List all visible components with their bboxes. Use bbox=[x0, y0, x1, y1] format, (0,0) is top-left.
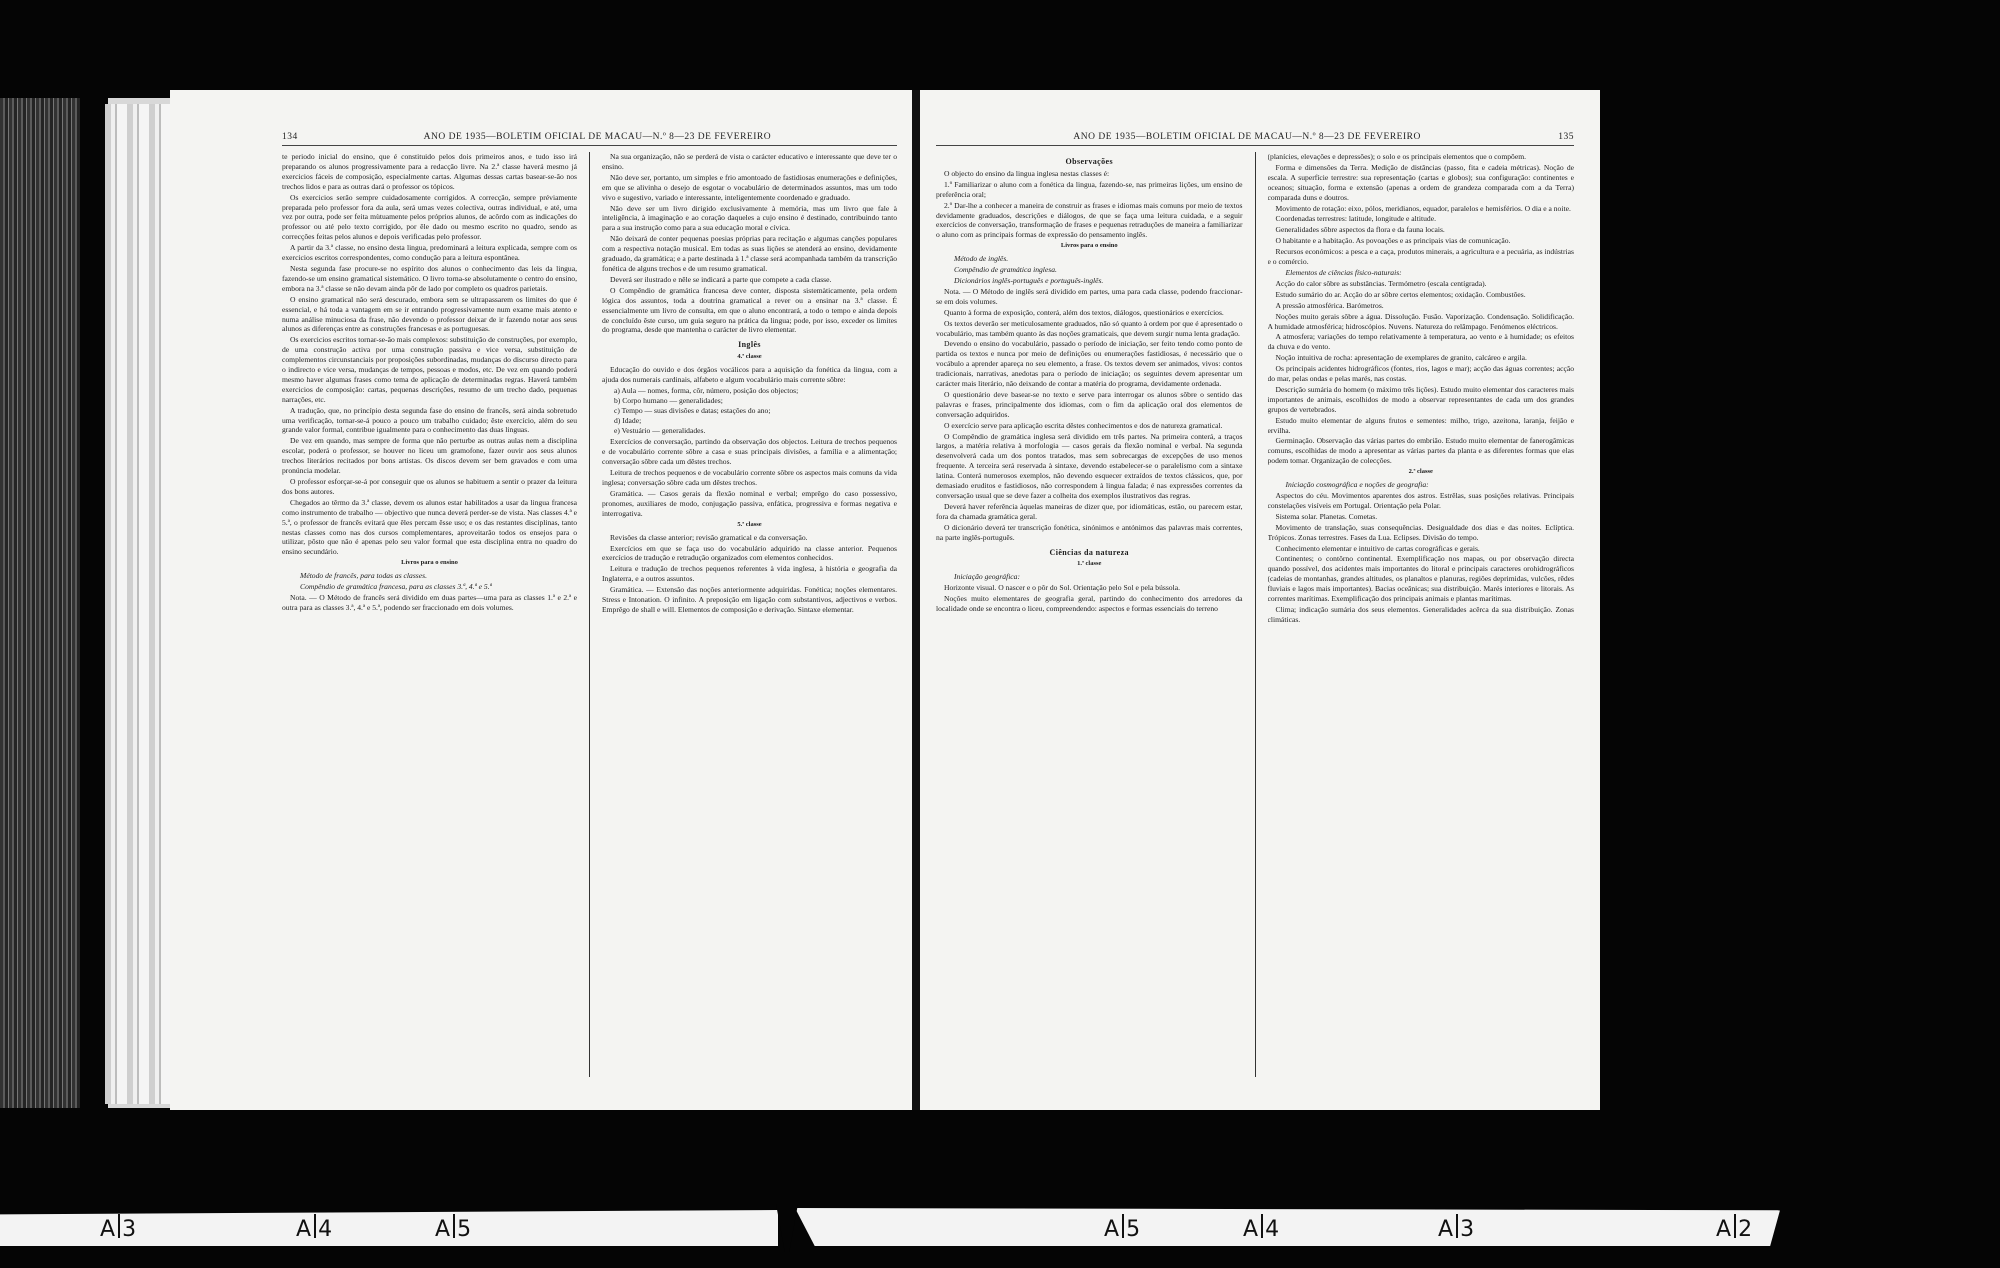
paragraph: O objecto do ensino da lingua inglesa nestas classes é: bbox=[944, 168, 1110, 178]
subsection-heading: Iniciação geográfica: bbox=[954, 572, 1021, 582]
list-item: a) Aula — nomes, forma, côr, número, posição dos objectos; bbox=[614, 385, 799, 395]
right-columns bbox=[936, 152, 1574, 1077]
paragraph: 1.º Familiarizar o aluno com a fonética da lingua, fazendo-se, nas primeiras lições, um ensino de preferência oral; bbox=[936, 179, 1243, 199]
paragraph: Deverá ser ilustrado e nêle se indicará a parte que compete a cada classe. bbox=[610, 274, 832, 284]
topic-list bbox=[602, 386, 897, 436]
paragraph: Educação do ouvido e dos órgãos vocálicos para a aquisição da fonética da lingua, com a ajuda dos numerais cardinais, alfabeto e algum vocabulário mais corrente sôbre: bbox=[602, 365, 897, 385]
paragraph: O Compêndio de gramática francesa deve conter, disposta sistemàticamente, pela ordem lógica dos assuntos, toda a doutrina gramatical a rever ou a ensinar na 3.ª classe. É essencialmente um livro de consulta, em que o aluno encontrará, a todo o tempo e ainda depois de concluído êste curso, um guia seguro na prática da lingua; pode, por isso, exceder os limites do programa, desde que mantenha o carácter de livro elementar. bbox=[602, 285, 897, 335]
right-page bbox=[920, 90, 1600, 1110]
paragraph: te periodo inicial do ensino, que é constituido pelos dois primeiros anos, e tudo isso irá preparando os alunos progressivamente para a redacção livre. Na 2.ª classe haverá mesmo já exercicios fáceis de composição, especialmente cartas. Algumas dessas cartas basear-se-ão nos trechos lidos e para as outras dará o professor os tópicos. bbox=[282, 152, 577, 191]
paragraph: A tradução, que, no princípio desta segunda fase do ensino de francês, será ainda sobretudo uma verificação, tornar-se-á pouco a pouco um trabalho cuidado; êste exercício, além do seu grande valor formal, contribue igualmente para o conhecimento das duas linguas. bbox=[282, 405, 577, 435]
frame-label: A 3 bbox=[1438, 1214, 1475, 1242]
book-item: Método de inglês. bbox=[954, 254, 1009, 264]
paragraph: Gramática. — Casos gerais da flexão nominal e verbal; emprêgo do caso possessivo, pronomes, auxiliares de modo, conjugação passiva, enfática, progressiva e formas negativa e interrogativa. bbox=[602, 489, 897, 518]
paragraph: Não deve ser, portanto, um simples e frio amontoado de fastidiosas enumerações e definições, em que se alivinha o desejo de esgotar o vocabulário de determinados assuntos, mas um todo vivo e sugestivo, variado e interessante, inteligentemente coordenado e graduado. bbox=[602, 172, 897, 202]
left-columns bbox=[282, 152, 897, 1077]
paragraph: Nota. — O Método de inglês será dividido em partes, uma para cada classe, podendo fraccionar-se em dois volumes. bbox=[936, 286, 1243, 306]
paragraph: Acção do calor sôbre as substâncias. Termómetro (escala centígrada). bbox=[1275, 278, 1487, 288]
left-column-1 bbox=[282, 152, 577, 1077]
paragraph: Leitura e tradução de trechos pequenos referentes à vida inglesa, à história e geografia da Inglaterra, e a outros assuntos. bbox=[602, 564, 897, 584]
frame-label: A 4 bbox=[296, 1214, 333, 1242]
paragraph: Deverá haver referência àquelas maneiras de dizer que, por idiomáticas, estão, ou parecem estar, fora da chamada gramática geral. bbox=[936, 501, 1243, 521]
paragraph: O dicionário deverá ter transcrição fonética, sinónimos e antónimos das palavras mais correntes, na parte inglês-português. bbox=[936, 522, 1243, 542]
subsection-heading: Iniciação cosmográfica e noções de geografia: bbox=[1285, 480, 1429, 490]
paragraph: Noções muito gerais sôbre a água. Dissolução. Fusão. Vaporização. Condensação. Solidificação. A humidade atmosférica; hidroscópios. Nuvens. Natureza do relâmpago. Fenómenos eléctricos. bbox=[1267, 311, 1574, 331]
book-item: Dicionários inglês-português e português-inglês. bbox=[954, 275, 1104, 285]
paragraph: O professor esforçar-se-á por conseguir que os alunos se habituem a sentir o prazer da leitura dos bons autores. bbox=[282, 477, 577, 496]
paragraph: Chegados ao têrmo da 3.ª classe, devem os alunos estar habilitados a usar da lingua francesa como instrumento de trabalho — objectivo que nunca deverá perder-se de vista. Nas classes 4.ª e 5.ª, o professor de francês evitará que êles percam êsse uso; e os das restantes disciplinas, tanto nestas classes como nas dos cursos complementares, aproveitarão todos os ensejos para o utilizar, pôsto que não é apenas pelo seu valor formal que esta disciplina entra no quadro do ensino secundário. bbox=[282, 497, 577, 557]
class-heading: 2.ª classe bbox=[1408, 468, 1433, 476]
paragraph: Movimento de rotação: eixo, pólos, meridianos, equador, paralelos e hemisférios. O dia e a noite. bbox=[1275, 203, 1571, 213]
paragraph: Não deve ser um livro dirigido exclusivamente à memória, mas um livro que fale à inteligência, à imaginação e ao coração daqueles a cujo ensino é destinado, contribuindo tanto para a sua instrução como para a sua educação moral e cívica. bbox=[602, 203, 897, 233]
paragraph: O Compêndio de gramática inglesa será dividido em três partes. Na primeira conterá, a traços largos, a matéria relativa à morfologia — casos gerais da flexão nominal e verbal. Na segunda desenvolverá cada um dos pontos tratados, mas sem sobrecargas de excepções de uso menos frequente. A terceira será reservada à sintaxe, devendo estabelecer-se o paralelismo com a sintaxe latina. Conterá numerosos exemplos, não devendo esquecer extraídos de textos clássicos, que, por demasiado eruditos e fastidiosos, não correspondem à lingua falada; é nas expressões correntes da conversação usual que se deve fazer a colheita dos exemplos ilustrativos das regras. bbox=[936, 431, 1243, 500]
paragraph: Os exercicios serão sempre cuidadosamente corrigidos. A correcção, sempre préviamente preparada pelo professor fora da aula, será umas vezes colectiva, outras individual, e até, uma vez por outra, pode ser feita mùtuamente pelos próprios alunos, de acôrdo com as indicações do professor ou até pelo texto corrigido, por êle dado ou mesmo escrito no quadro, sendo as correcções feitas pelos alunos e depois verificadas pelo professor. bbox=[282, 192, 577, 242]
paragraph: Descrição sumária do homem (o máximo três lições). Estudo muito elementar dos caracteres mais importantes de animais, escolhidos de modo a observar representantes de cada um dos grandes grupos de vertebrados. bbox=[1267, 384, 1574, 414]
paragraph: Exercícios em que se faça uso do vocabulário adquirido na classe anterior. Pequenos exercícios de tradução e retradução organizados com elementos conhecidos. bbox=[602, 543, 897, 563]
paragraph: Revisões da classe anterior; revisão gramatical e da conversação. bbox=[610, 532, 808, 542]
note: Nota. — O Método de francês será dividido em duas partes—uma para as classes 1.ª e 2.ª e outra para as classes 3.ª, 4.ª e 5.ª, podendo ser fraccionado em dois volumes. bbox=[282, 592, 577, 612]
section-heading: Livros para o ensino bbox=[401, 559, 458, 567]
paragraph: Movimento de translação, suas consequências. Desigualdade dos dias e das noites. Eclíptica. Trópicos. Zonas terrestres. Fases da Lua. Eclipses. Divisão do tempo. bbox=[1267, 522, 1574, 542]
paragraph: A partir da 3.ª classe, no ensino desta lingua, predominará a leitura explicada, sempre com os exercicios escritos correspondentes, como condução para a leitura espontânea. bbox=[282, 243, 577, 263]
paragraph: Os principais acidentes hidrográficos (fontes, rios, lagos e mar); acção das águas correntes; acção do mar, pelas ondas e pelas marés, nas costas. bbox=[1267, 364, 1574, 384]
paragraph: Exercícios de conversação, partindo da observação dos objectos. Leitura de trechos pequenos e de vocabulário corrente sôbre a casa e suas principais divisões, a família e a alimentação; conversação sôbre cada um dêstes trechos. bbox=[602, 437, 897, 467]
left-column-2 bbox=[602, 152, 897, 1077]
paragraph: Noção intuitiva de rocha: apresentação de exemplares de granito, calcáreo e argila. bbox=[1275, 353, 1527, 363]
frame-label: A 3 bbox=[100, 1214, 137, 1242]
page-stack-edge bbox=[105, 104, 175, 1104]
book-item: Compêndio de gramática inglesa. bbox=[954, 265, 1057, 275]
book-item: Método de francês, para todas as classes. bbox=[300, 571, 427, 581]
right-column-1 bbox=[936, 152, 1243, 1077]
paragraph: Conhecimento elementar e intuitivo de cartas corográficas e gerais. bbox=[1275, 543, 1480, 553]
paragraph: Não deixará de conter pequenas poesias próprias para recitação e algumas canções populares com a respectiva notação musical. Em todas as suas lições se atenderá ao ensino, devidamente graduado, da gramática; e a parte destinada à 1.ª classe será acompanhada também da transcrição fonética de alguns trechos e de um resumo gramatical. bbox=[602, 234, 897, 273]
right-column-2 bbox=[1268, 152, 1575, 1077]
paragraph: Estudo muito elementar de alguns frutos e sementes: milho, trigo, azeitona, laranja, feijão e ervilha. bbox=[1267, 415, 1574, 435]
left-header-title: ANO DE 1935—BOLETIM OFICIAL DE MACAU—N.º 8—23 DE FEVEREIRO bbox=[423, 132, 772, 142]
column-rule bbox=[1255, 152, 1256, 1077]
paragraph: Devendo o ensino do vocabulário, passado o período de iniciação, ser feito tendo como ponto de partida os textos e nunca por meio de definições ou enumerações fastidiosas, é necessário que o vocábulo a aprender apareça no seu elemento, a frase. Os textos devem ser animados, vivos: contos tradicionais, narrativas, anedotas para o período de iniciação; os seguintes devem apresentar um carácter mais literário, não deixando de contar a matéria do programa, devidamente ordenada. bbox=[936, 339, 1243, 389]
paragraph: Na sua organização, não se perderá de vista o carácter educativo e interessante que deve ter o ensino. bbox=[602, 152, 897, 171]
left-page-number: 134 bbox=[282, 132, 298, 142]
paragraph: Continentes; o contôrno continental. Exemplificação nos mapas, ou por observação directa quando possível, dos acidentes mais importantes do litoral e principais caracteres orohidrográficos (cadeias de montanhas, grandes altitudes, os planaltos e planuras, regiões deprimidas, vulcões, rêdes fluviais e lagos mais importantes). Bacias oceânicas; sua distribuição. Marés interiores e litorais. As correntes marítimas. Exemplificação dos principais animais e plantas marítimas. bbox=[1267, 554, 1574, 604]
paragraph: Aspectos do céu. Movimentos aparentes dos astros. Estrêlas, suas posições relativas. Principais constelações visíveis em Portugal. Orientação pela Polar. bbox=[1267, 491, 1574, 510]
frame-label: A 4 bbox=[1243, 1214, 1280, 1242]
list-item: b) Corpo humano — generalidades; bbox=[614, 395, 723, 405]
paragraph: O ensino gramatical não será descurado, embora sem se ultrapassarem os limites do que é essencial, e há toda a vantagem em se ir entrando progressivamente num exame mais atento e numa análise minuciosa da frase, não devendo o professor deixar de ir fazendo notar aos seus alunos as diferenças entre as construções francesas e as portuguesas. bbox=[282, 294, 577, 334]
list-item: c) Tempo — suas divisões e datas; estações do ano; bbox=[614, 405, 771, 415]
paragraph: 2.º Dar-lhe a conhecer a maneira de construir as frases e idiomas mais comuns por meio de textos devidamente graduados, descrições e diálogos, de que se faça uma leitura cuidada, e a seguir exercícios de conversação, transformação de frases e pequenas retraduções de maneira a familiarizar o aluno com as principais formas de expressão do pensamento inglês. bbox=[936, 200, 1243, 240]
section-heading: Livros para o ensino bbox=[1060, 242, 1118, 250]
class-heading: 4.ª classe bbox=[737, 353, 762, 361]
scanner-edge bbox=[0, 98, 80, 1108]
frame-label: A 5 bbox=[1104, 1214, 1141, 1242]
class-heading: 5.ª classe bbox=[737, 520, 762, 528]
paragraph: O questionário deve basear-se no texto e serve para interrogar os alunos sôbre o sentido das palavras e frases, principalmente dos idiomas, com o fim da aplicação oral dos elementos de conversação adquiridos. bbox=[936, 389, 1243, 419]
right-running-head bbox=[936, 132, 1574, 146]
paragraph: (planícies, elevações e depressões); o solo e os principais elementos que o compõem. bbox=[1267, 152, 1527, 161]
paragraph: Leitura de trechos pequenos e de vocabulário corrente sôbre os aspectos mais comuns da vida inglesa; conversação sôbre cada um dêstes trechos. bbox=[602, 468, 897, 488]
right-page-number: 135 bbox=[1558, 132, 1574, 142]
paragraph: Clima; indicação sumária dos seus elementos. Generalidades acêrca da sua distribuição. Zonas climáticas. bbox=[1267, 604, 1574, 624]
section-heading: Ciências da natureza bbox=[1049, 547, 1129, 557]
paragraph: De vez em quando, mas sempre de forma que não perturbe as outras aulas nem a disciplina escolar, poderá o professor, se houver no liceu um gramofone, fazer ouvir aos seus alunos trechos literários recitados por bons artistas. Os discos devem ser bem gravados e com uma pronúncia modelar. bbox=[282, 436, 577, 476]
frame-label: A 5 bbox=[435, 1214, 472, 1242]
book-item: Compêndio de gramática francesa, para as classes 3.ª, 4.ª e 5.ª bbox=[300, 582, 492, 592]
paragraph: O exercício serve para aplicação escrita dêstes conhecimentos e dos de natureza gramatical. bbox=[944, 420, 1223, 430]
paragraph: Sistema solar. Planetas. Cometas. bbox=[1275, 511, 1378, 521]
paragraph: Nesta segunda fase procure-se no espírito dos alunos o conhecimento das leis da lingua, fazendo-se um ensino gramatical sistemático. O livro torna-se absolutamente o centro do ensino, embora na 3.ª classe se não devam ainda pôr de lado por completo os quadros parietais. bbox=[282, 263, 577, 293]
paragraph: Horizonte visual. O nascer e o pôr do Sol. Orientação pelo Sol e pela bússola. bbox=[944, 583, 1180, 593]
column-rule bbox=[589, 152, 590, 1077]
paragraph: Noções muito elementares de geografia geral, partindo do conhecimento dos arredores da localidade onde se encontra o liceu, compreendendo: aspectos e formas essenciais do terreno bbox=[936, 594, 1243, 614]
paragraph: Coordenadas terrestres: latitude, longitude e altitude. bbox=[1275, 214, 1436, 224]
paragraph: O habitante e a habitação. As povoações e as principais vias de comunicação. bbox=[1275, 236, 1511, 246]
paragraph: Os exercicios escritos tornar-se-ão mais complexos: substituição de construções, por exemplo, de uma construção activa por uma construção passiva e vice versa, substituição de complementos circunstanciais por proposições subordinadas, mudanças do discurso directo para o indirecto e vice versa, mudanças de tempos, pessoas e modos, etc. De vez em quando poderá mesmo haver algumas frases como tema de aplicação de determinadas regras. Haverá também exercicios de composição: cartas, pequenas descrições, resumo de um trecho dado, pequenas narrações, etc. bbox=[282, 335, 577, 404]
paragraph: A atmosfera; variações do tempo relativamente à temperatura, ao vento e à humidade; os efeitos da chuva e do vento. bbox=[1267, 332, 1574, 352]
film-strip-right bbox=[795, 1208, 1780, 1246]
paragraph: A pressão atmosférica. Barómetros. bbox=[1275, 300, 1384, 310]
paragraph: Generalidades sôbre aspectos da flora e da fauna locais. bbox=[1275, 225, 1445, 235]
frame-label: A 2 bbox=[1716, 1214, 1753, 1242]
paragraph: Quanto à forma de exposição, conterá, além dos textos, diálogos, questionários e exercícios. bbox=[944, 307, 1224, 317]
paragraph: Recursos económicos: a pesca e a caça, produtos minerais, a agricultura e a pecuária, as indústrias e o comércio. bbox=[1267, 247, 1574, 267]
right-header-title: ANO DE 1935—BOLETIM OFICIAL DE MACAU—N.º 8—23 DE FEVEREIRO bbox=[1073, 132, 1421, 142]
left-page bbox=[170, 90, 915, 1110]
paragraph: Estudo sumário do ar. Acção do ar sôbre certos elementos; oxidação. Combustões. bbox=[1275, 289, 1526, 299]
list-item: e) Vestuário — generalidades. bbox=[614, 425, 706, 435]
list-item: d) Idade; bbox=[614, 415, 642, 425]
class-heading: 1.ª classe bbox=[1077, 560, 1102, 568]
film-strip-notch bbox=[776, 1204, 798, 1252]
left-running-head bbox=[282, 132, 897, 146]
section-heading: Inglês bbox=[738, 340, 761, 350]
paragraph: Os textos deverão ser meticulosamente graduados, não só quanto à ordem por que é apresentado o vocabulário, mas também quanto às das noções gramaticais, que devem surgir numa lenta gradação. bbox=[936, 318, 1243, 338]
paragraph: Germinação. Observação das várias partes do embrião. Estudo muito elementar de fanerogâmicas comuns, escolhidas de modo a apresentar as várias partes da planta e as diferentes formas que elas podem tomar. Organização de colecções. bbox=[1267, 436, 1574, 466]
subsection-heading: Elementos de ciências físico-naturais: bbox=[1285, 267, 1402, 277]
paragraph: Gramática. — Extensão das noções anteriormente adquiridas. Fonética; noções elementares. Stress e Intonation. O infinito. A preposição em ligação com substantivos, adjectivos e verbos. Emprêgo de shall e will. Elementos de composição e derivação. Sintaxe elementar. bbox=[602, 585, 897, 614]
paragraph: Forma e dimensões da Terra. Medição de distâncias (passo, fita e cadeia métricas). Noção de escala. A superfície terrestre: sua representação (cartas e globos); sua configuração: continentes e oceanos; situação, forma e extensão (apenas a ordem de grandeza comparada com a da Terra) comparada duns e doutros. bbox=[1267, 162, 1574, 202]
section-heading: Observações bbox=[1065, 157, 1113, 166]
